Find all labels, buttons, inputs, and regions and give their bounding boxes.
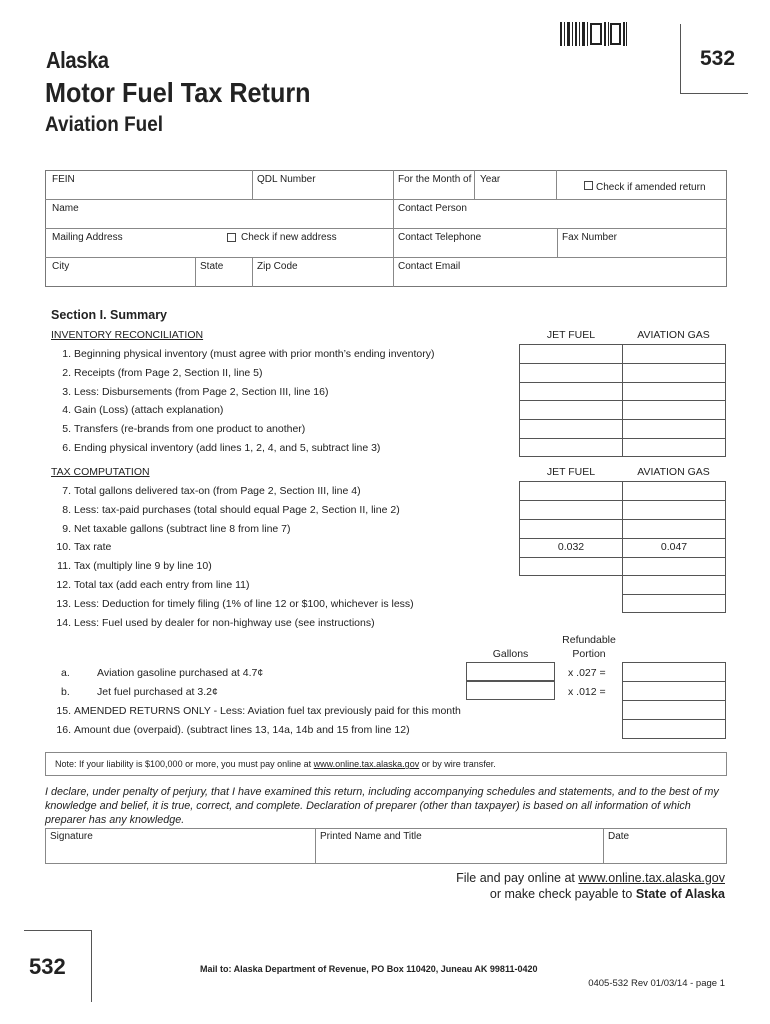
line-number: 14. <box>56 616 71 629</box>
line-description: Total tax (add each entry from line 11) <box>74 579 250 591</box>
footer-divider <box>91 930 92 1002</box>
line-16-num: 16. <box>56 724 71 736</box>
rate-jet-fuel: 0.032 <box>557 541 585 553</box>
year-field[interactable]: Year <box>480 174 501 185</box>
contact-person-field[interactable]: Contact Person <box>398 203 467 214</box>
line-description: Receipts (from Page 2, Section II, line 5) <box>74 366 263 379</box>
page-title: Motor Fuel Tax Return <box>45 77 311 108</box>
line-14b-gallons-input[interactable] <box>466 681 555 700</box>
col-jet-fuel: JET FUEL <box>546 466 596 478</box>
fax-number-field[interactable]: Fax Number <box>562 232 618 243</box>
inventory-heading: INVENTORY RECONCILIATION <box>51 329 204 341</box>
contact-telephone-field[interactable]: Contact Telephone <box>398 232 482 243</box>
fein-field[interactable]: FEIN <box>52 174 75 185</box>
line-description: Less: Disbursements (from Page 2, Section III, line 16) <box>74 385 329 398</box>
line-14a-num: a. <box>61 667 70 679</box>
online-tax-link[interactable]: www.online.tax.alaska.gov <box>313 759 420 769</box>
line-description: Ending physical inventory (add lines 1, 2, 4, and 5, subtract line 3) <box>74 442 381 454</box>
line-description: Total gallons delivered tax-on (from Page 2, Section III, line 4) <box>74 485 361 497</box>
line-number: 1. <box>62 348 71 360</box>
contact-email-field[interactable]: Contact Email <box>398 261 461 272</box>
state-name: Alaska <box>46 47 109 73</box>
city-field[interactable]: City <box>52 261 70 272</box>
name-field[interactable]: Name <box>52 203 79 214</box>
line-number: 9. <box>62 522 71 535</box>
signature-field[interactable]: Signature <box>50 831 93 842</box>
zip-code-field[interactable]: Zip Code <box>257 261 298 272</box>
refundable-heading: Refundable <box>562 634 616 646</box>
line-description: Less: Fuel used by dealer for non-highway use (see instructions) <box>74 616 375 629</box>
line-15-text: AMENDED RETURNS ONLY - Less: Aviation fuel tax previously paid for this month <box>74 705 461 717</box>
mailing-address-field[interactable]: Mailing Address <box>52 232 123 243</box>
line-number: 11. <box>57 560 71 573</box>
footer-divider <box>24 930 92 931</box>
rate-aviation-gas: 0.047 <box>660 541 688 553</box>
line-number: 2. <box>62 366 71 379</box>
payment-line-2: or make check payable to State of Alaska <box>489 887 725 901</box>
line-description: Less: tax-paid purchases (total should equal Page 2, Section II, line 2) <box>74 503 400 516</box>
line-14a-text: Aviation gasoline purchased at 4.7¢ <box>97 667 264 679</box>
amended-return-checkbox[interactable] <box>584 181 593 190</box>
line-number: 6. <box>62 442 71 454</box>
line-number: 3. <box>62 385 71 398</box>
line-description: Transfers (re-brands from one product to another) <box>74 423 306 436</box>
line-number: 7. <box>62 485 71 497</box>
line-14a-gallons-input[interactable] <box>466 662 555 681</box>
line-14b-rate: x .012 = <box>568 686 606 698</box>
payment-link[interactable]: www.online.tax.alaska.gov <box>578 871 725 885</box>
state-field[interactable]: State <box>200 261 224 272</box>
line-number: 8. <box>62 503 71 516</box>
payment-line-1: File and pay online at www.online.tax.alaska.gov <box>456 871 725 885</box>
qdl-number-field[interactable]: QDL Number <box>257 174 316 185</box>
line-15-num: 15. <box>56 705 71 717</box>
col-jet-fuel: JET FUEL <box>546 329 596 341</box>
line-description: Tax rate <box>74 541 112 554</box>
note-text: Note: If your liability is $100,000 or more, you must pay online at www.online.tax.alaska.gov or by wire transfer. <box>55 759 496 769</box>
line-description: Less: Deduction for timely filing (1% of line 12 or $100, whichever is less) <box>74 597 414 610</box>
line-description: Tax (multiply line 9 by line 10) <box>74 560 212 573</box>
month-field[interactable]: For the Month of <box>398 174 472 185</box>
line-number: 13. <box>56 597 71 610</box>
declaration-text: I declare, under penalty of perjury, that I have examined this return, including accompanying schedules and statements, and to the best of my knowledge and belief, it is true, correct, and complete. Declaration of preparer (other than taxpayer) is based on all information of which preparer has any knowledge. <box>45 786 719 826</box>
corner-divider <box>680 93 748 94</box>
line-description: Beginning physical inventory (must agree with prior month’s ending inventory) <box>74 348 435 360</box>
line-number: 5. <box>62 423 71 436</box>
new-address-label: Check if new address <box>241 232 337 243</box>
footer-form-number: 532 <box>29 954 66 979</box>
page-subtitle: Aviation Fuel <box>45 113 163 136</box>
line-16-text: Amount due (overpaid). (subtract lines 13, 14a, 14b and 15 from line 12) <box>74 724 410 736</box>
form-number: 532 <box>700 47 736 70</box>
mail-to-address: Mail to: Alaska Department of Revenue, PO Box 110420, Juneau AK 99811-0420 <box>200 964 538 974</box>
col-aviation-gas: AVIATION GAS <box>637 329 710 341</box>
amended-return-label: Check if amended return <box>596 182 706 193</box>
printed-name-field[interactable]: Printed Name and Title <box>320 831 422 842</box>
line-number: 12. <box>56 579 71 591</box>
line-number: 10. <box>56 541 71 554</box>
gallons-heading: Gallons <box>492 648 529 660</box>
corner-divider <box>680 24 681 94</box>
col-aviation-gas: AVIATION GAS <box>637 466 710 478</box>
line-14a-rate: x .027 = <box>568 667 606 679</box>
revision-info: 0405-532 Rev 01/03/14 - page 1 <box>588 978 725 989</box>
line-14b-text: Jet fuel purchased at 3.2¢ <box>97 686 218 698</box>
line-14b-num: b. <box>61 686 70 698</box>
line-description: Gain (Loss) (attach explanation) <box>74 404 224 417</box>
new-address-checkbox[interactable] <box>227 233 236 242</box>
date-field[interactable]: Date <box>608 831 630 842</box>
tax-heading: TAX COMPUTATION <box>51 466 150 478</box>
section-title: Section I. Summary <box>51 308 168 322</box>
portion-heading: Portion <box>572 648 606 660</box>
line-number: 4. <box>62 404 71 417</box>
barcode-icon <box>560 22 628 46</box>
line-description: Net taxable gallons (subtract line 8 from line 7) <box>74 522 291 535</box>
